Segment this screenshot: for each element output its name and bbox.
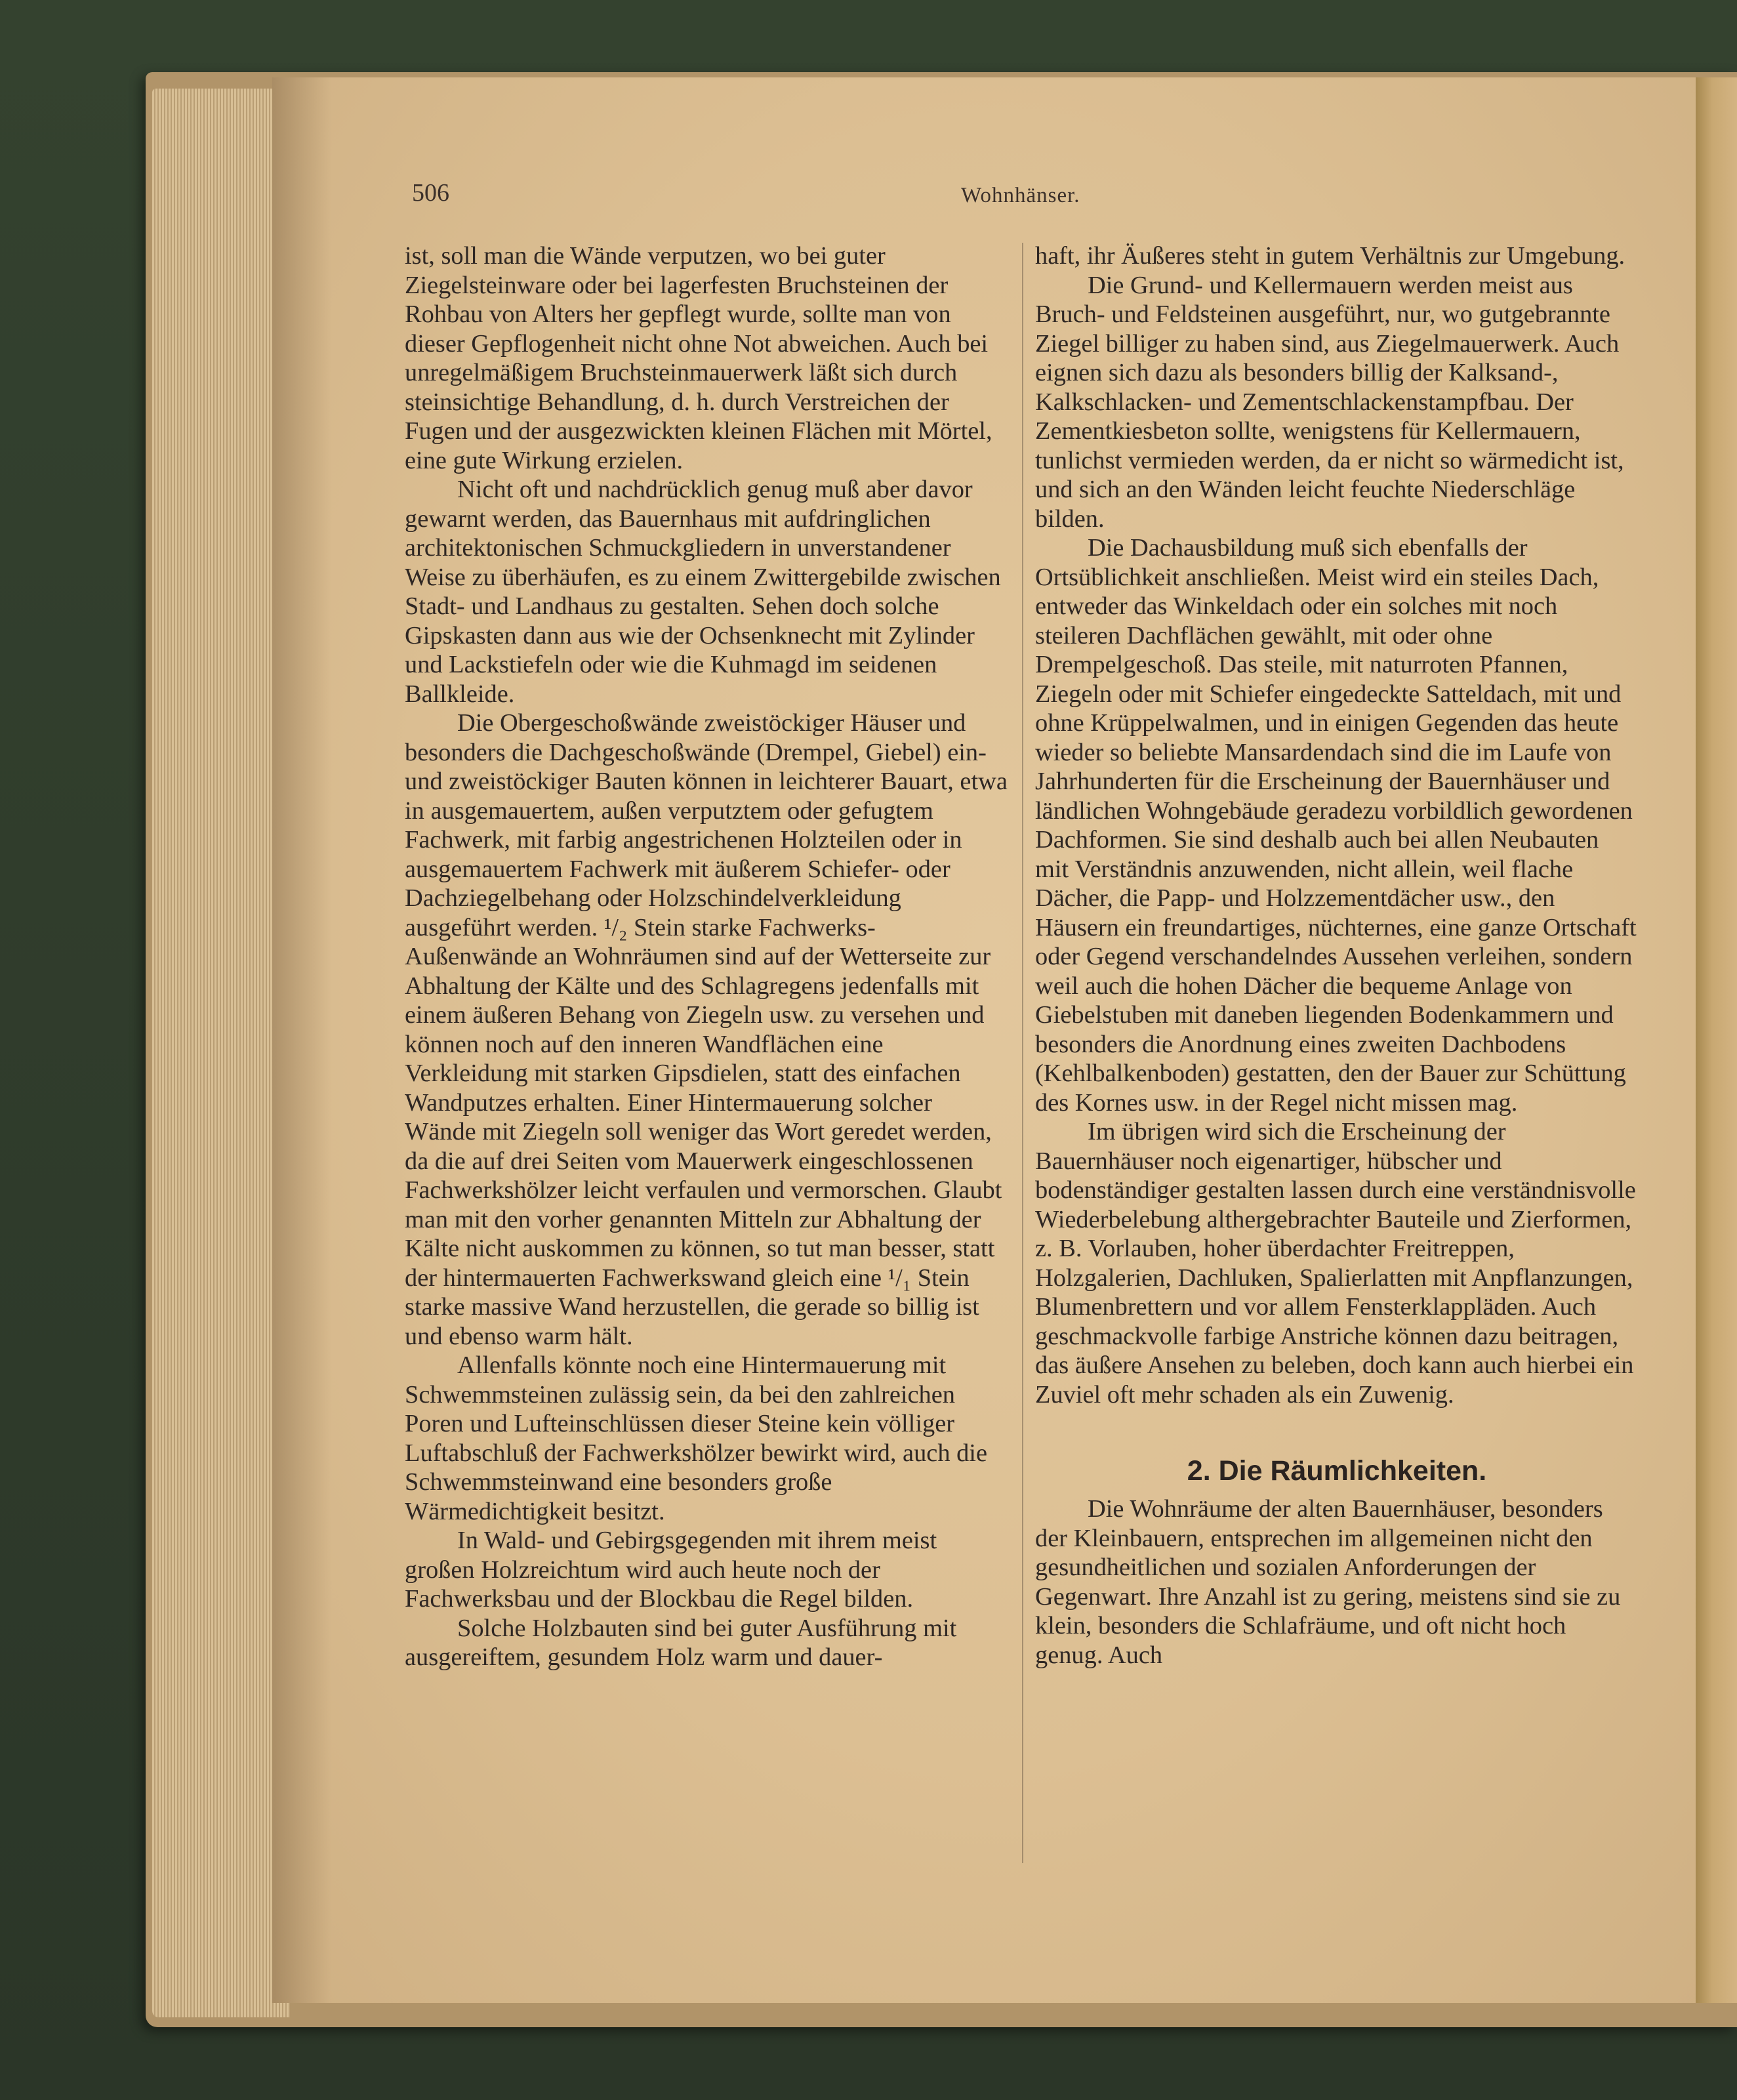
paragraph: Die Grund- und Kellermauern werden meist aus Bruch- und Feldsteinen ausgeführt, nur, wo gutgebrannte Ziegel billiger zu haben sind, aus Ziegelmauerwerk. Auch eignen sich dazu als besonders billig der Kalksand-, Kalkschlacken- und Zementschlackenstampfbau. Der Zementkiesbeton sollte, wenigstens für Kellermauern, tunlichst vermieden werden, da er nicht so wärmedicht ist, und sich an den Wänden leicht feuchte Niederschläge bilden. <box>1035 271 1624 533</box>
page-edges <box>152 89 290 2017</box>
paragraph: Die Dachausbildung muß sich ebenfalls der Ortsüblichkeit anschließen. Meist wird ein steiles Dach, entweder das Winkeldach oder ein solches mit noch steileren Dachflächen gewählt, mit oder ohne Drempelgeschoß. Das steile, mit naturroten Pfannen, Ziegeln oder mit Schiefer eingedeckte Satteldach, mit und ohne Krüppelwalmen, und in einigen Gegenden das heute wieder so beliebte Mansardendach sind die im Laufe von Jahrhunderten für die Erscheinung der Bauernhäuser und ländlichen Wohngebäude geradezu vorbildlich gewordenen Dachformen. Sie sind deshalb auch bei allen Neubauten mit Verständnis anzuwenden, nicht allein, weil flache Dächer, die Papp- und Holzzementdächer usw., den Häusern ein freundartiges, nüchternes, eine ganze Ortschaft oder Gegend verschandelndes Aussehen verleihen, sondern weil auch die hohen Dächer die bequeme Anlage von Giebelstuben mit daneben liegenden Bodenkammern und besonders die Anordnung eines zweiten Dachbodens (Kehlbalkenboden) gestatten, den der Bauer zur Schüttung des Kornes usw. in der Regel nicht missen mag. <box>1035 534 1637 1117</box>
paragraph: Die Obergeschoßwände zweistöckiger Häuser und besonders die Dachgeschoßwände (Drempel, Giebel) ein- und zweistöckiger Bauten können in leichterer Bauart, etwa in ausgemauertem, außen verputztem oder gefugtem Fachwerk, mit farbig angestrichenen Holzteilen oder in ausgemauertem Fachwerk mit äußerem Schiefer- oder Dachziegelbehang oder Holzschindelverkleidung ausgeführt werden. ¹/₂ Stein starke Fachwerks-Außenwände an Wohnräumen sind auf der Wetterseite zur Abhaltung der Kälte und des Schlagregens jedenfalls mit einem äußeren Behang von Ziegeln usw. zu versehen und können noch auf den inneren Wandflächen eine Verkleidung mit starken Gipsdielen, statt des einfachen Wandputzes erhalten. Einer Hintermauerung solcher Wände mit Ziegeln soll weniger das Wort geredet werden, da die auf drei Seiten vom Mauerwerk eingeschlossenen Fachwerkshölzer leicht verfaulen und vermorschen. Glaubt man mit den vorher genannten Mitteln zur Abhaltung der Kälte nicht auskommen zu können, so tut man besser, statt der hintermauerten Fachwerkswand gleich eine ¹/₁ Stein starke massive Wand herzustellen, die gerade so billig ist und ebenso warm hält. <box>405 709 1008 1350</box>
next-page-edge <box>1696 77 1737 2003</box>
paragraph: Im übrigen wird sich die Erscheinung der Bauernhäuser noch eigenartiger, hübscher und bodenständiger gestalten lassen durch eine verständnisvolle Wiederbelebung althergebrachter Bauteile und Zierformen, z. B. Vorlauben, hoher überdachter Freitreppen, Holzgalerien, Dachluken, Spalierlatten mit Anpflanzungen, Blumenbrettern und vor allem Fensterklappläden. Auch geschmackvolle farbige Anstriche können dazu beitragen, das äußere Ansehen zu beleben, doch kann auch hierbei ein Zuviel oft mehr schaden als ein Zuwenig. <box>1035 1118 1636 1409</box>
paragraph: haft, ihr Äußeres steht in gutem Verhältnis zur Umgebung. <box>1035 242 1625 270</box>
section-heading: 2. Die Räumlichkeiten. <box>1187 1455 1487 1487</box>
paragraph: ist, soll man die Wände verputzen, wo bei guter Ziegelsteinware oder bei lagerfesten Bruchsteinen der Rohbau von Alters her gepflegt wurde, sollte man von dieser Gepflogenheit nicht ohne Not abweichen. Auch bei unregelmäßigem Bruchsteinmauerwerk läßt sich durch steinsichtige Behandlung, d. h. durch Verstreichen der Fugen und der ausgezwickten kleinen Flächen mit Mörtel, eine gute Wirkung erzielen. <box>405 242 992 474</box>
gutter-shadow <box>272 77 331 2003</box>
column-divider <box>1022 243 1023 1863</box>
paragraph: Solche Holzbauten sind bei guter Ausführung mit ausgereiftem, gesundem Holz warm und dauer- <box>405 1614 957 1671</box>
paragraph: Die Wohnräume der alten Bauernhäuser, besonders der Kleinbauern, entsprechen im allgemeinen nicht den gesundheitlichen und sozialen Anforderungen der Gegenwart. Ihre Anzahl ist zu gering, meistens sind sie zu klein, besonders die Schlafräume, und oft nicht hoch genug. Auch <box>1035 1495 1621 1669</box>
paragraph: Nicht oft und nachdrücklich genug muß aber davor gewarnt werden, das Bauernhaus mit aufdringlichen architektonischen Schmuckgliedern in unverstandener Weise zu überhäufen, es zu einem Zwittergebilde zwischen Stadt- und Landhaus zu gestalten. Sehen doch solche Gipskasten dann aus wie der Ochsenknecht mit Zylinder und Lackstiefeln oder wie die Kuhmagd im seidenen Ballkleide. <box>405 476 1001 708</box>
left-column <box>405 241 1008 1672</box>
page-number: 506 <box>412 179 449 207</box>
paragraph: In Wald- und Gebirgsgegenden mit ihrem meist großen Holzreichtum wird auch heute noch der Fachwerksbau und der Blockbau die Regel bilden. <box>405 1527 937 1613</box>
paragraph: Allenfalls könnte noch eine Hintermauerung mit Schwemmsteinen zulässig sein, da bei den zahlreichen Poren und Lufteinschlüssen dieser Steine kein völliger Luftabschluß der Fachwerkshölzer bewirkt wird, auch die Schwemmsteinwand eine besonders große Wärmedichtigkeit besitzt. <box>405 1351 988 1525</box>
running-head: Wohnhänser. <box>961 184 1080 207</box>
right-column <box>1035 241 1639 1670</box>
